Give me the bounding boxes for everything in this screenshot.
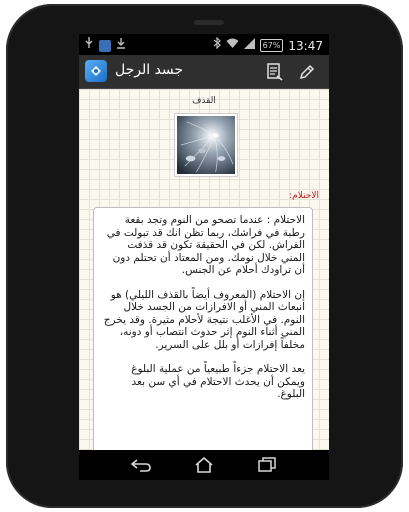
status-bar (79, 34, 329, 55)
bluetooth-icon (213, 37, 221, 54)
article-content[interactable] (79, 89, 329, 450)
article-textbox[interactable] (93, 207, 313, 450)
paragraph: الاحتلام : عندما تصحو من النوم وتجد بقعة رطبة في فراشك، ربما تظن انك قد تبولت في الفراش. لكن في الحقيقة تكون قد قذفت المني خلال نومك. ومن المعتاد أن تحتلم دون أن تراودك أحلام عن الجنس. (106, 214, 305, 276)
app-logo-icon[interactable] (85, 60, 107, 82)
notes-icon[interactable] (265, 62, 285, 82)
battery-indicator: 67% (260, 39, 284, 52)
speaker-grille (194, 20, 224, 25)
sperm-cells-image (177, 116, 235, 174)
home-icon[interactable] (192, 456, 216, 474)
screen (79, 34, 329, 480)
download-icon (116, 37, 126, 54)
paragraph: يعد الاحتلام جزءاً طبيعياً من عملية البلوغ ويمكن أن يحدث الاحتلام في أي سن بعد البلوغ. (131, 363, 305, 400)
wifi-icon (226, 38, 239, 54)
section-title: القذف (192, 96, 216, 106)
back-icon[interactable] (129, 456, 153, 474)
paragraph: إن الاحتلام (المعروف أيضاً بالقذف الليلي) هو انبعاث المني أو الافرازات من الجسد خلال النوم. في الأغلب نتيجة لأحلام مثيرة. وقد يخرج المني أثناء النوم إثر حدوث انتصاب أو دونه، مخلفاً إفرازات أو بلل على السرير. (103, 288, 305, 351)
app-title: جسد الرجل (115, 62, 184, 78)
navigation-bar (79, 450, 329, 480)
recents-icon[interactable] (255, 456, 279, 474)
status-clock: 13:47 (288, 38, 323, 53)
app-notification-icon (99, 40, 111, 52)
article-photo (174, 113, 238, 177)
action-bar (79, 55, 329, 89)
usb-icon (84, 37, 94, 54)
edit-icon[interactable] (297, 62, 317, 82)
signal-icon (244, 38, 255, 54)
heading-label: الاحتلام: (289, 191, 319, 201)
